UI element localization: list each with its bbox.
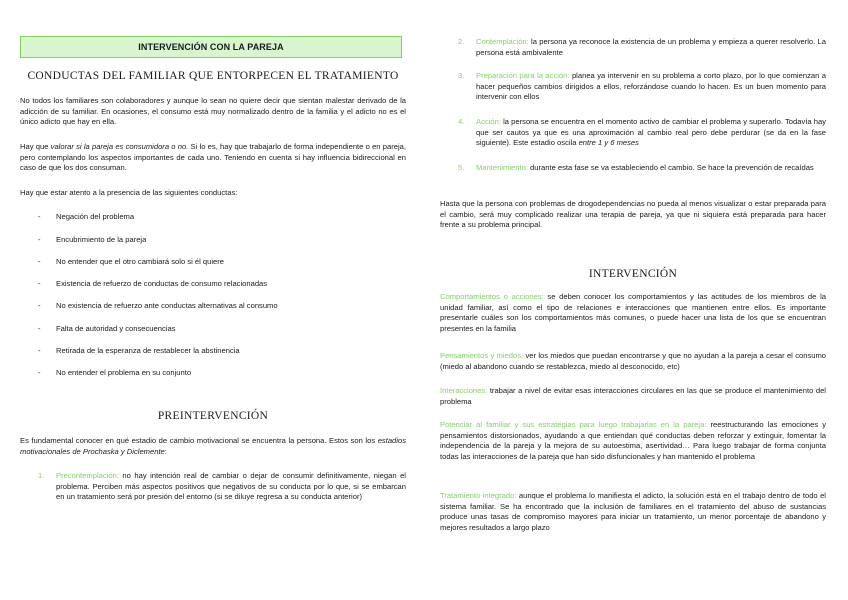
stage-description: la persona ya reconoce la existencia de un problema y empieza a querer resolverlo. La persona está ambivalente (476, 37, 826, 57)
stage-text (476, 117, 826, 149)
stage-label: Contemplación: (476, 37, 529, 46)
section-text: trabajar a nivel de evitar esas interacciones circulares en las que se produce el mantenimiento del problema (440, 386, 826, 406)
section-tratamiento (440, 491, 826, 533)
para4-pre: Es fundamental conocer en qué estadio de cambio motivacional se encuentra la persona. Estos son los (20, 436, 378, 445)
section-label: Pensamientos y miedos: (440, 351, 524, 360)
stage-description: la persona se encuentra en el momento activo de cambiar el problema y superarlo. Todavía hay que ser cautos ya que es una aproximación al cambio real pero debe perdurar (se da en la fase siguiente). Este estadio oscila (476, 117, 826, 148)
list-item-text: Retirada de la esperanza de restablecer la abstinencia (56, 346, 240, 355)
list-item-text: Encubrimiento de la pareja (56, 235, 147, 244)
section-label: Tratamiento integrado: (440, 491, 517, 500)
bullet-dash: - (38, 368, 41, 377)
bullet-dash: - (38, 212, 41, 221)
stage-number: 5. (458, 163, 465, 172)
section-comportamientos (440, 292, 826, 334)
stage-label: Acción: (476, 117, 501, 126)
list-item-text: No entender el problema en su conjunto (56, 368, 192, 377)
stage-number: 1. (38, 471, 45, 480)
stage-text (476, 163, 826, 174)
para2-pre: Hay que (20, 142, 51, 151)
list-item-text: Negación del problema (56, 212, 135, 221)
paragraph-valorar-pareja (20, 142, 406, 174)
bullet-dash: - (38, 346, 41, 355)
list-item-text: Falta de autoridad y consecuencias (56, 324, 176, 333)
section-text: ver los miedos que puedan encontrarse y que no ayudan a la pareja a cesar el consumo (miedo al abandono cuando se restablezca, miedo al desconocido, etc) (440, 351, 827, 371)
section-potenciar (440, 420, 826, 462)
section-label: Potenciar al familiar y sus estrategias para luego trabajarlas en la pareja: (440, 420, 707, 429)
bullet-dash: - (38, 235, 41, 244)
section-pensamientos (440, 351, 826, 372)
stage-description: planea ya intervenir en su problema a corto plazo, por lo que comienzan a hacer pequeños cambios dirigidos a ellos, reforzándose cuando lo hacen. Es un buen momento para intervenir con ellos (476, 71, 826, 102)
heading-preintervencion: PREINTERVENCIÓN (157, 410, 269, 422)
stage-description: no hay intención real de cambiar o dejar de consumir definitivamente, niegan el problema. Perciben más aspectos positivos que negativos de su conducta por lo que, si se embarcan en un tratamiento será por presión del entorno (si se diluye regresa a su conducta anterior) (56, 471, 406, 502)
section-text: reestructurando las emociones y pensamientos distorsionados, ayudando a que entiendan qué conductas deben reforzar y extinguir, fomentar la independencia de la pareja y la mejora de su autoestima, asertividad… Para luego trabajar de forma conjunta todas las interacciones de la pareja que han sido disfuncionales y han mantenido el problema (440, 420, 826, 461)
heading-intervencion: INTERVENCIÓN (588, 268, 678, 280)
paragraph-familiares: No todos los familiares son colaboradores y aunque lo sean no quiere decir que sientan malestar derivado de la adicción de su familiar. En ocasiones, el consumo está muy normalizado dentro de la familia y el adicto no es el único adicto que hay en ella. (20, 96, 406, 127)
stage-text (56, 471, 406, 503)
section-interacciones (440, 386, 826, 407)
stage-description: durante esta fase se va estableciendo el cambio. Se hace la prevención de recaídas (527, 163, 814, 172)
paragraph-hasta-que: Hasta que la persona con problemas de drogodependencias no pueda al menos visualizar o estar preparada para el cambio, será muy complicado realizar una terapia de pareja, ya que ni siquiera está preparada para hacer frente a su problema principal. (440, 199, 826, 230)
document-title: INTERVENCIÓN CON LA PAREJA (20, 36, 402, 58)
heading-conductas: CONDUCTAS DEL FAMILIAR QUE ENTORPECEN EL TRATAMIENTO (27, 70, 399, 82)
stage-italic: entre 1 y 6 meses (578, 138, 639, 148)
stage-label: Preparación para la acción: (476, 71, 570, 80)
list-item-text: No existencia de refuerzo ante conductas alternativas al consumo (56, 301, 278, 310)
list-item-text: No entender que el otro cambiará solo si él quiere (56, 257, 225, 266)
paragraph-estadio (20, 436, 406, 457)
stage-number: 2. (458, 37, 465, 46)
section-label: Comportamientos o acciones: (440, 292, 544, 301)
stage-label: Mantenimiento: (476, 163, 528, 172)
section-text: se deben conocer los comportamientos y las actitudes de los miembros de la unidad familiar, así como el tipo de relaciones e interacciones que mantienen entre ellos. Es importante presentarle cuáles son los comportamientos más comunes, o puede hacer una lista de los que se encuentran presentes en la familia (440, 292, 826, 333)
bullet-dash: - (38, 301, 41, 310)
bullet-dash: - (38, 279, 41, 288)
section-label: Interacciones: (440, 386, 488, 395)
bullet-dash: - (38, 257, 41, 266)
para2-post: Si lo es, hay que trabajarlo de forma independiente o en pareja, pero contemplando los aspectos importantes de cada uno. Teniendo en cuenta si hay influencia bidireccional en caso de que los dos consuman. (20, 142, 406, 173)
stage-label: Precontemplación: (56, 471, 119, 480)
paragraph-atento: Hay que estar atento a la presencia de las siguientes conductas: (20, 188, 238, 197)
stage-text (476, 71, 826, 103)
para2-italic: valorar si la pareja es consumidora o no. (50, 142, 189, 151)
stage-number: 4. (458, 117, 465, 126)
bullet-dash: - (38, 324, 41, 333)
list-item-text: Existencia de refuerzo de conductas de consumo relacionadas (56, 279, 268, 288)
para4-post: : (164, 446, 167, 456)
para4-italic: estadios motivacionales de Prochaska y Diclemente (20, 436, 406, 456)
section-text: aunque el problema lo manifiesta el adicto, la solución está en el trabajo dentro de todo el sistema familiar. Se ha encontrado que la inclusión de familiares en el tratamiento del abuso de sustancias produce unas tasas de compromiso mayores para iniciar un tratamiento, un menor porcentaje de abandono y mejores resultados a largo plazo (440, 491, 826, 532)
stage-number: 3. (458, 71, 465, 80)
stage-text (476, 37, 826, 58)
